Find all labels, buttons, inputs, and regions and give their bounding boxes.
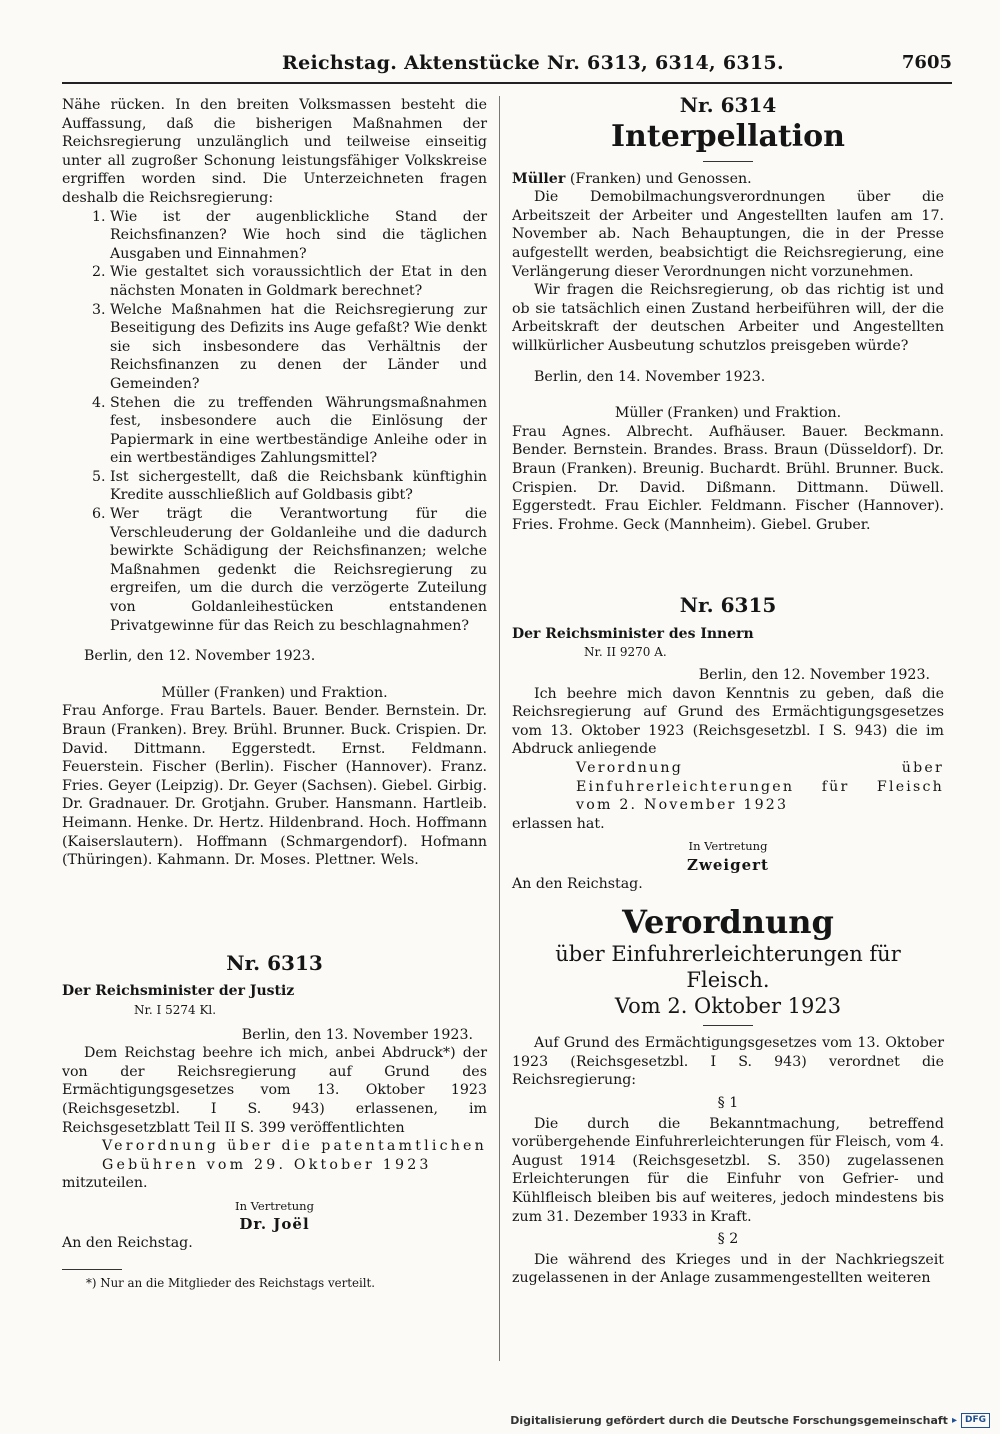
addressee: An den Reichstag. <box>512 875 643 892</box>
dfg-logo-icon: DFG <box>961 1413 990 1428</box>
section-mark: § 1 <box>717 1094 739 1111</box>
representation-note: In Vertretung <box>235 1198 314 1213</box>
section-title: Interpellation <box>611 118 845 154</box>
body-paragraph: Die Demobilmachungsverordnungen über die Arbeitszeit der Arbeiter und Angestellten laufen am 17. November ab. Nach Behauptungen, die in der Presse aufgestellt werden, beabsichtigt die Reichsregierung, eine Verlängerung dieser Verordnungen nicht vorzunehmen. <box>512 189 944 280</box>
section-mark: § 2 <box>717 1231 739 1248</box>
credit-text: Digitalisierung gefördert durch die Deutsche Forschungsgemeinschaft <box>510 1414 948 1427</box>
question-item: 5. Ist sichergestellt, daß die Reichsbank künftighin Kredite ausschließlich auf Goldbasis gibt? <box>110 468 487 505</box>
signers-list: Frau Anforge. Frau Bartels. Bauer. Bender. Bernstein. Dr. Braun (Franken). Brey. Brühl. Brunner. Buck. Crispien. Dr. David. Dittmann. Eggerstedt. Ernst. Feldmann. Feuerstein. Fischer (Berlin). Fischer (Hannover). Franz. Fries. Geyer (Leipzig). Dr. Geyer (Sachsen). Giebel. Girbig. Dr. Gradnauer. Dr. Grotjahn. Gruber. Hansmann. Hartleib. Heimann. Henke. Dr. Hertz. Hildenbrand. Hoch. Hoffmann (Kaiserslautern). Hoffmann (Schmargendorf). Hofmann (Thüringen). Kahmann. Dr. Moses. Plettner. Wels. <box>62 703 487 869</box>
signers-heading: Müller (Franken) und Fraktion. <box>161 684 388 701</box>
reference-number: Nr. II 9270 A. <box>584 645 667 660</box>
lead-rest: (Franken) und Genossen. <box>565 170 752 187</box>
ordinance-date: Vom 2. Oktober 1923 <box>614 994 842 1019</box>
question-item: 3. Welche Maßnahmen hat die Reichsregierung zur Beseitigung des Defizits ins Auge gefaßt? Wie denkt sie sich insbesondere das Verhältnis der Reichsfinanzen zu denen der Länder und Gemeinden? <box>110 301 487 394</box>
body-paragraph: Dem Reichstag beehre ich mich, anbei Abdruck*) der von der Reichsregierung auf Grund des Ermächtigungsgesetzes vom 13. Oktober 1923 (Reichsgesetzbl. I S. 943) erlassenen, im Reichsgesetzblatt Teil II S. 399 veröffentlichten <box>62 1045 487 1136</box>
left-column <box>62 96 487 1292</box>
intro-paragraph: Nähe rücken. In den breiten Volksmassen besteht die Auffassung, daß die bisherigen Maßnahmen der Reichsregierung unzulänglich und teilweise einseitig unter all zugroßer Schonung leistungsfähiger Volkskreise ergriffen worden sind. Die Unterzeichneten fragen deshalb die Reichsregierung: <box>62 97 487 206</box>
question-item: 6. Wer trägt die Verantwortung für die Verschleuderung der Goldanleihe und die dadurch bewirkte Schädigung der Reichsfinanzen; welche Maßnahmen gedenkt die Reichsregierung zu ergreifen, um die durch die verzögerte Zuteilung von Goldanleihestücken entstandenen Privatgewinne für das Reich zu beschlagnahmen? <box>110 505 487 635</box>
right-column <box>512 93 944 1288</box>
reference-number: Nr. I 5274 Kl. <box>134 1002 217 1017</box>
closing-text: erlassen hat. <box>512 815 605 832</box>
closing-text: mitzuteilen. <box>62 1175 148 1192</box>
document-page <box>62 44 952 1384</box>
running-title: Reichstag. Aktenstücke Nr. 6313, 6314, 6315. <box>282 52 784 74</box>
arrow-icon: ▸ <box>951 1415 957 1426</box>
signature: Dr. Joël <box>239 1215 310 1234</box>
date-line: Berlin, den 12. November 1923. <box>698 667 930 684</box>
date-line: Berlin, den 12. November 1923. <box>84 648 316 665</box>
column-divider <box>499 96 500 1361</box>
body-paragraph: Die durch die Bekanntmachung, betreffend vorübergehende Einfuhrerleichterungen für Fleisch, vom 4. August 1914 (Reichsgesetzbl. S. 350) zugelassenen Erleichterungen für die Einfuhr von Gefrier- und Kühlfleisch bleiben bis auf weiteres, jedoch mindestens bis zum 31. Dezember 1933 in Kraft. <box>512 1115 944 1225</box>
representation-note: In Vertretung <box>688 839 768 854</box>
body-paragraph: Die während des Krieges und in der Nachkriegszeit zugelassenen in der Anlage zusammengestellten weiteren <box>512 1251 944 1287</box>
document-number: Nr. 6313 <box>226 950 323 975</box>
title-rule <box>703 1025 753 1026</box>
lead-name: Müller <box>512 170 566 187</box>
sender: Der Reichsminister des Innern <box>512 625 754 642</box>
signature: Zweigert <box>687 856 769 874</box>
question-list <box>62 208 487 636</box>
footnote-rule <box>62 1269 122 1270</box>
question-item: 2. Wie gestaltet sich voraussichtlich der Etat in den nächsten Monaten in Goldmark berechnet? <box>110 263 487 300</box>
sender: Der Reichsminister der Justiz <box>62 983 295 1000</box>
ordinance-subtitle: über Einfuhrerleichterungen für Fleisch. <box>555 942 901 993</box>
question-item: 1. Wie ist der augenblickliche Stand der Reichsfinanzen? Wie hoch sind die täglichen Ausgaben und Einnahmen? <box>110 208 487 264</box>
signers-heading: Müller (Franken) und Fraktion. <box>614 405 842 422</box>
question-item: 4. Stehen die zu treffenden Währungsmaßnahmen fest, insbesondere auch die Einlösung der Papiermark in eine wertbeständige Anleihe oder in ein wertbeständiges Zahlungsmittel? <box>110 394 487 468</box>
document-number: Nr. 6314 <box>679 93 777 117</box>
lead-line <box>512 170 944 189</box>
body-paragraph: Ich beehre mich davon Kenntnis zu geben, daß die Reichsregierung auf Grund des Ermächtigungsgesetzes vom 13. Oktober 1923 (Reichsgesetzbl. I S. 943) die im Abdruck anliegende <box>512 685 944 758</box>
ordinance-title: Verordnung über die patentamtlichen Gebühren vom 29. Oktober 1923 <box>102 1138 487 1173</box>
title-rule <box>703 161 753 162</box>
ordinance-title: Verordnung über Einfuhrerleichterungen für Fleisch vom 2. November 1923 <box>576 760 944 814</box>
addressee: An den Reichstag. <box>62 1235 193 1252</box>
body-paragraph: Wir fragen die Reichsregierung, ob das richtig ist und ob sie tatsächlich einen Zustand herbeiführen will, der die Arbeitskraft der deutschen Arbeiter und Angestellten willkürlicher Ausbeutung schutzlos preisgeben würde? <box>512 282 944 354</box>
ordinance-heading: Verordnung <box>622 903 834 942</box>
document-number: Nr. 6315 <box>679 593 777 618</box>
digitization-credit <box>510 1413 990 1428</box>
body-paragraph: Auf Grund des Ermächtigungsgesetzes vom 13. Oktober 1923 (Reichsgesetzbl. I S. 943) verordnet die Reichsregierung: <box>512 1035 944 1089</box>
date-line: Berlin, den 14. November 1923. <box>534 368 766 385</box>
date-line: Berlin, den 13. November 1923. <box>241 1026 473 1043</box>
page-number: 7605 <box>901 52 952 73</box>
signers-list: Frau Agnes. Albrecht. Aufhäuser. Bauer. Beckmann. Bender. Bernstein. Brandes. Brass. Braun (Düsseldorf). Dr. Braun (Franken). Breunig. Buchardt. Brühl. Brunner. Buck. Crispien. Dr. David. Dißmann. Dittmann. Düwell. Eggerstedt. Frau Eichler. Feldmann. Fischer (Hannover). Fries. Frohme. Geck (Mannheim). Giebel. Gruber. <box>512 423 944 533</box>
footnote: *) Nur an die Mitglieder des Reichstags verteilt. <box>86 1275 375 1290</box>
page-header <box>62 52 952 84</box>
